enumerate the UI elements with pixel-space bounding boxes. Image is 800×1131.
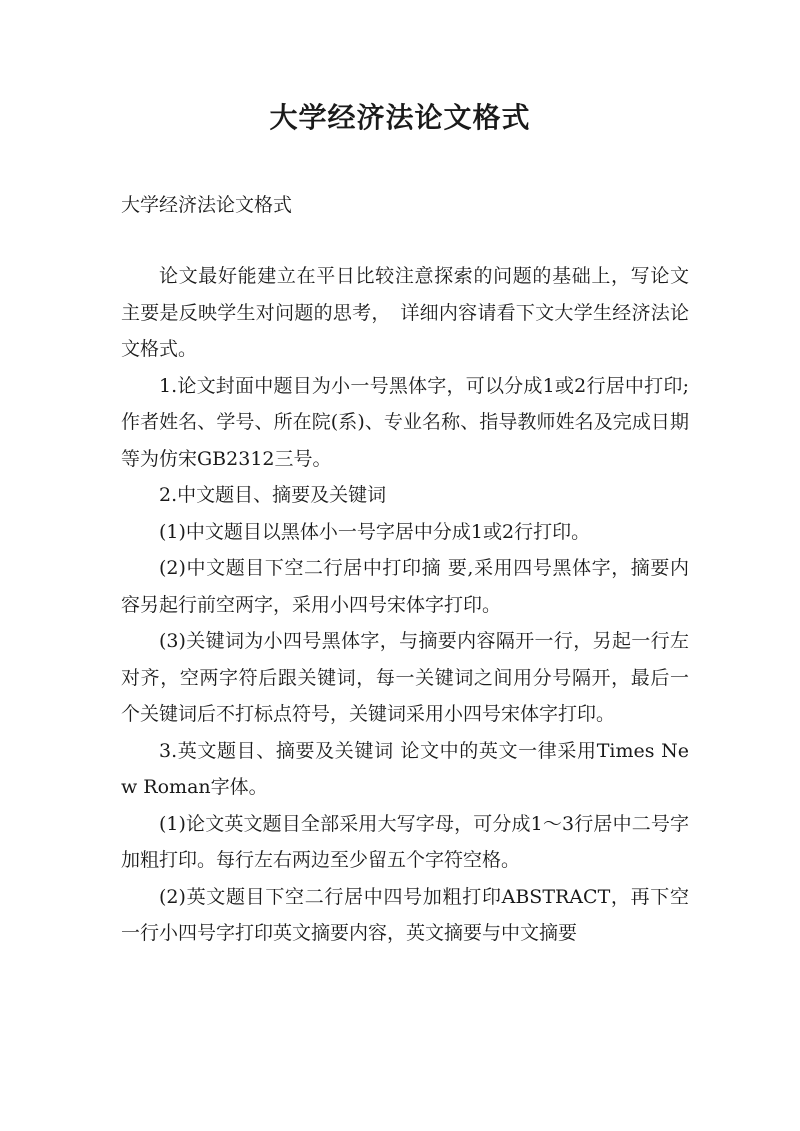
paragraph-keywords: (3)关键词为小四号黑体字，与摘要内容隔开一行，另起一行左对齐，空两字符后跟关键词，每一关键词之间用分号隔开，最后一个关键词后不打标点符号，关键词采用小四号宋体字打印。 xyxy=(121,630,689,725)
document-body xyxy=(121,258,689,952)
paragraph-english-heading: 3.英文题目、摘要及关键词 论文中的英文一律采用Times New Roman字体。 xyxy=(121,739,689,798)
paragraph-chinese-abstract: (2)中文题目下空二行居中打印摘 要,采用四号黑体字，摘要内容另起行前空两字，采用小四号宋体字打印。 xyxy=(121,557,689,616)
document-subtitle: 大学经济法论文格式 xyxy=(121,194,293,216)
paragraph-chinese-heading: 2.中文题目、摘要及关键词 xyxy=(159,484,387,506)
paragraph-intro: 论文最好能建立在平日比较注意探索的问题的基础上，写论文主要是反映学生对问题的思考， 详细内容请看下文大学生经济法论文格式。 xyxy=(121,265,689,360)
document-title: 大学经济法论文格式 xyxy=(269,101,531,134)
paragraph-chinese-title: (1)中文题目以黑体小一号字居中分成1或2行打印。 xyxy=(159,520,591,543)
paragraph-cover-format: 1.论文封面中题目为小一号黑体字，可以分成1或2行居中打印;作者姓名、学号、所在院(系)、专业名称、指导教师姓名及完成日期等为仿宋GB2312三号。 xyxy=(121,374,689,470)
paragraph-english-abstract: (2)英文题目下空二行居中四号加粗打印ABSTRACT，再下空一行小四号字打印英文摘要内容，英文摘要与中文摘要 xyxy=(121,885,689,944)
paragraph-english-title: (1)论文英文题目全部采用大写字母，可分成1～3行居中二号字加粗打印。每行左右两边至少留五个字符空格。 xyxy=(121,812,689,871)
